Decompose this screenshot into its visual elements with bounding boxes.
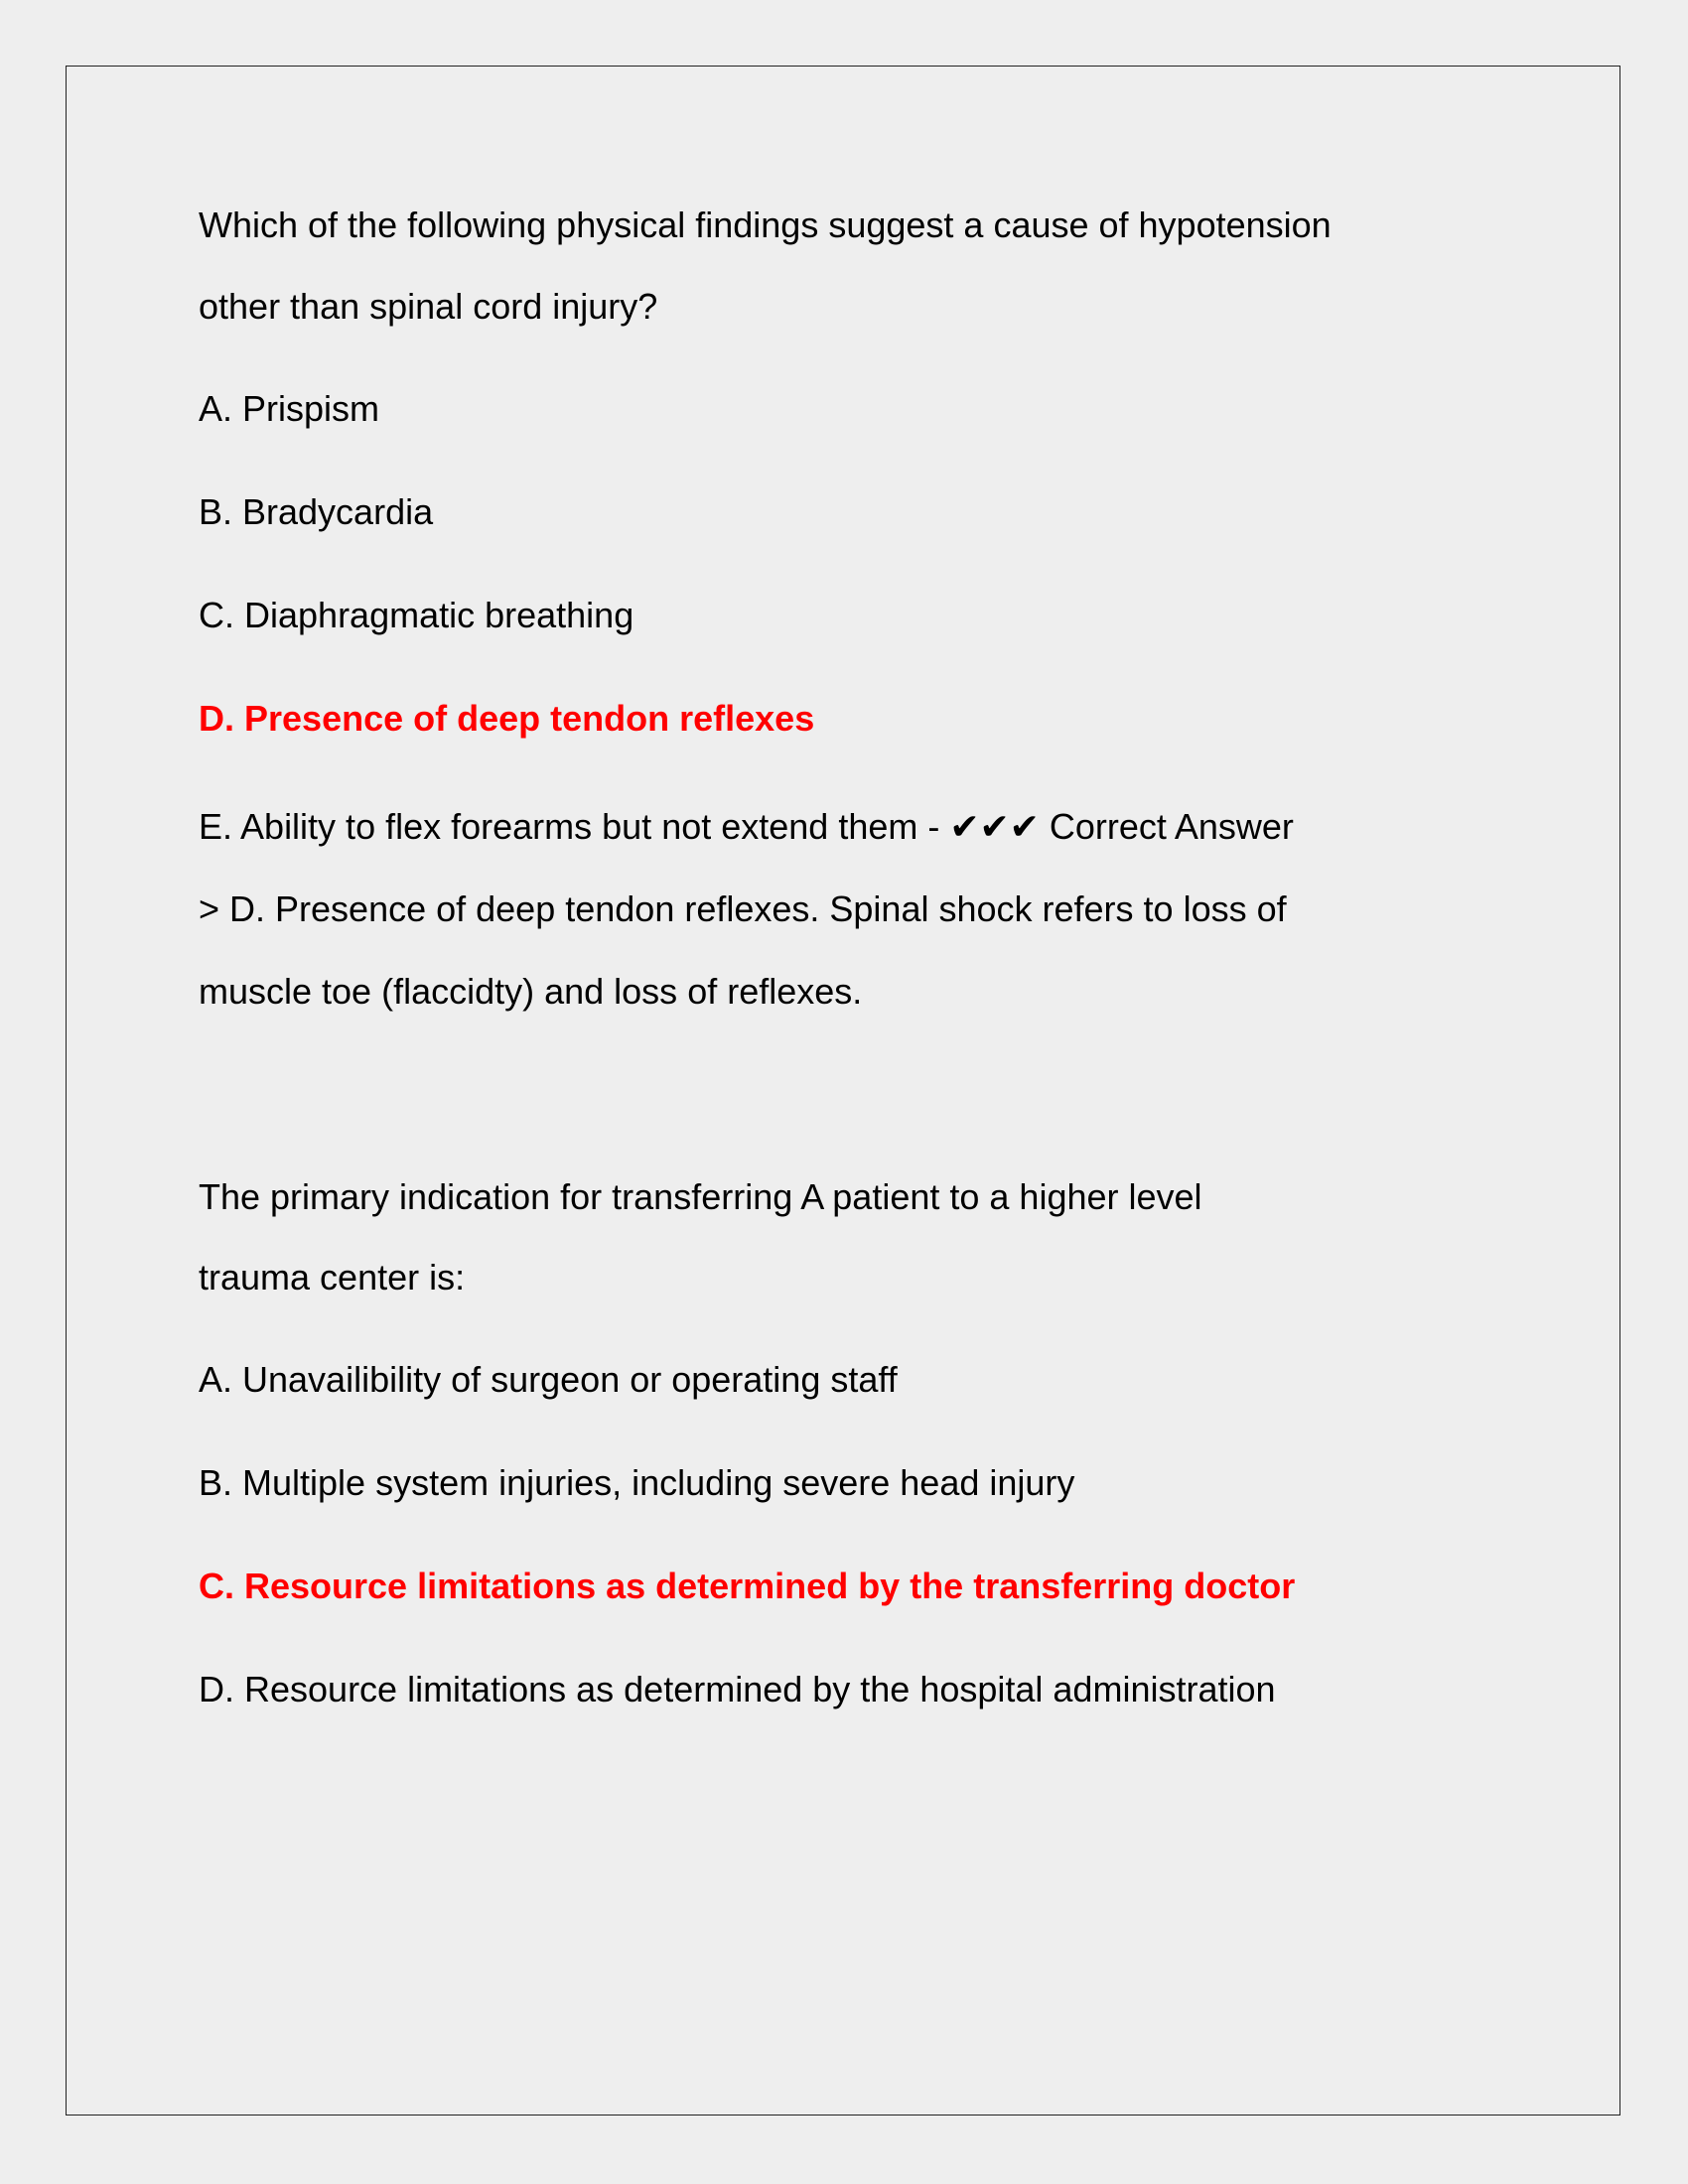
question-1-explanation: muscle toe (flaccidty) and loss of reflexes.	[199, 971, 863, 1012]
question-1-explanation: > D. Presence of deep tendon reflexes. Spinal shock refers to loss of	[199, 888, 1287, 929]
question-1-option-b: B. Bradycardia	[199, 491, 434, 532]
question-2-option-b: B. Multiple system injuries, including severe head injury	[199, 1462, 1075, 1503]
question-2-text: trauma center is:	[199, 1257, 466, 1297]
question-1-option-e: E. Ability to flex forearms but not extend them - ✔✔✔ Correct Answer	[199, 806, 1294, 847]
question-1-text: other than spinal cord injury?	[199, 286, 658, 327]
page-border	[66, 66, 1620, 2116]
question-1-option-c: C. Diaphragmatic breathing	[199, 595, 634, 635]
question-2-text: The primary indication for transferring A patient to a higher level	[199, 1176, 1202, 1217]
question-1-option-a: A. Prispism	[199, 388, 380, 429]
question-2-option-d: D. Resource limitations as determined by the hospital administration	[199, 1669, 1276, 1709]
question-2-option-a: A. Unavailibility of surgeon or operating staff	[199, 1359, 898, 1400]
question-2-option-c-correct: C. Resource limitations as determined by the transferring doctor	[199, 1566, 1296, 1606]
question-1-text: Which of the following physical findings suggest a cause of hypotension	[199, 205, 1332, 245]
question-1-option-d-correct: D. Presence of deep tendon reflexes	[199, 698, 815, 739]
